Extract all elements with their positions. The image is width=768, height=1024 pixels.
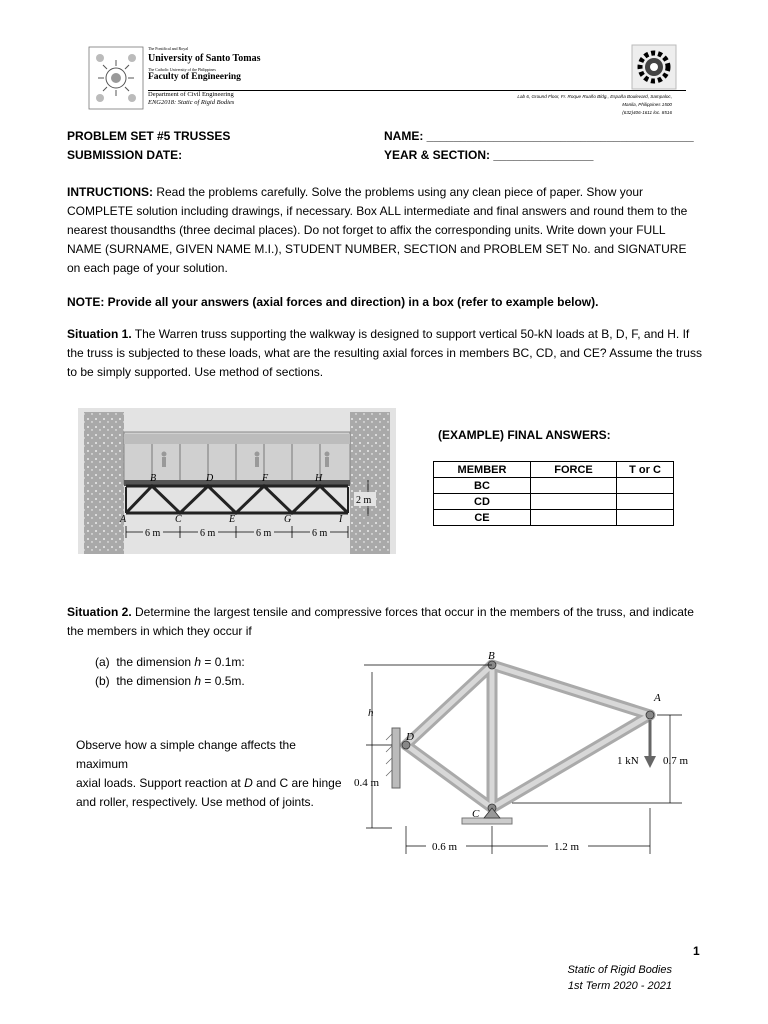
force-cell xyxy=(531,494,617,510)
situation1-label: Situation 1. xyxy=(67,327,132,341)
table-row xyxy=(434,494,674,510)
node-h-label: H xyxy=(315,473,323,484)
address-block xyxy=(372,93,672,117)
span-1-label: 6 m xyxy=(145,528,161,539)
item-a-text: the dimension xyxy=(116,655,195,669)
observe-line-2 xyxy=(76,774,351,793)
item-a xyxy=(95,653,245,672)
t-or-c-cell xyxy=(617,510,674,526)
frame-node-d: D xyxy=(406,731,414,743)
university-name: University of Santo Tomas xyxy=(148,53,261,64)
dim-04m-label: 0.4 m xyxy=(354,777,380,789)
instructions-label: INTRUCTIONS: xyxy=(67,185,153,199)
node-b-label: B xyxy=(150,473,157,484)
node-a-label: A xyxy=(120,514,127,525)
node-g-label: G xyxy=(284,514,292,525)
address-line-2: Manila, Philippines 1500 xyxy=(622,102,672,107)
force-cell xyxy=(531,510,617,526)
dim-h-label: h xyxy=(368,707,374,719)
situation1-text xyxy=(67,325,703,382)
footer-term: 1st Term 2020 - 2021 xyxy=(567,980,672,992)
instructions xyxy=(67,183,703,278)
span-4-label: 6 m xyxy=(312,528,328,539)
page-number: 1 xyxy=(693,944,700,958)
observe-line-2-b: and C are hinge xyxy=(252,776,342,790)
item-a-value: = 0.1m: xyxy=(201,655,245,669)
answers-header-row xyxy=(434,462,674,478)
node-c-label: C xyxy=(175,514,182,525)
instructions-text: Read the problems carefully. Solve the problems using any clean piece of paper. Show your COMPLETE solution including drawings, if necessary. Box ALL intermediate and final answers and round them to the nearest thousandths (three decimal places). Do not forget to affix the corresponding units. Write down your FULL NAME (SURNAME, GIVEN NAME M.I.), STUDENT NUMBER, SECTION and PROBLEM SET No. and SIGNATURE on each page of your solution. xyxy=(67,185,688,275)
item-a-tag: (a) xyxy=(95,655,110,669)
span-3-label: 6 m xyxy=(256,528,272,539)
situation1-body: The Warren truss supporting the walkway is designed to support vertical 50-kN loads at B, D, F, and H. If the truss is subjected to these loads, what are the resulting axial forces in members BC, CD, and CE? Assume the truss to be simply supported. Use method of sections. xyxy=(67,327,702,379)
observe-line-2-d: D xyxy=(244,776,253,790)
item-b-text: the dimension xyxy=(116,674,195,688)
item-b-tag: (b) xyxy=(95,674,110,688)
node-i-label: I xyxy=(339,514,343,525)
header-t-or-c: T or C xyxy=(617,462,674,478)
year-section-label: YEAR & SECTION: _______________ xyxy=(384,148,594,162)
force-cell xyxy=(531,478,617,494)
table-row xyxy=(434,478,674,494)
header-force: FORCE xyxy=(531,462,617,478)
member-cd: CD xyxy=(434,494,531,510)
situation2-label: Situation 2. xyxy=(67,605,132,619)
warren-truss-figure xyxy=(78,408,396,554)
ust-seal-logo xyxy=(88,46,144,110)
answers-table xyxy=(433,461,674,526)
dim-07m-label: 0.7 m xyxy=(663,755,689,767)
note: NOTE: Provide all your answers (axial forces and direction) in a box (refer to example below). xyxy=(67,295,599,309)
name-label: NAME: ________________________________________ xyxy=(384,129,694,143)
footer-block xyxy=(422,962,672,994)
load-1kn-label: 1 kN xyxy=(617,755,639,767)
item-b-value: = 0.5m. xyxy=(201,674,245,688)
left-wall xyxy=(84,412,124,554)
pontifical-text: The Pontifical and Royal xyxy=(148,46,189,51)
submission-date-label: SUBMISSION DATE: xyxy=(67,148,183,162)
observe-paragraph xyxy=(76,736,351,812)
frame-node-c: C xyxy=(472,808,480,820)
header xyxy=(86,44,686,120)
height-2m-label: 2 m xyxy=(356,495,372,506)
footer-course: Static of Rigid Bodies xyxy=(567,964,672,976)
course-name: ENG2018: Static of Rigid Bodies xyxy=(148,99,235,106)
situation2-body: Determine the largest tensile and compressive forces that occur in the members of the truss, and indicate the members in which they occur if xyxy=(67,605,694,638)
faculty-name: Faculty of Engineering xyxy=(148,72,241,82)
joint-a xyxy=(646,711,654,719)
dim-06m-label: 0.6 m xyxy=(432,841,458,853)
member-bc: BC xyxy=(434,478,531,494)
node-f-label: F xyxy=(262,473,269,484)
address-line-3: (632)406-1611 loc. 8516 xyxy=(622,110,672,115)
header-member: MEMBER xyxy=(434,462,531,478)
dim-12m-label: 1.2 m xyxy=(554,841,580,853)
table-row xyxy=(434,510,674,526)
observe-line-1: Observe how a simple change affects the maximum xyxy=(76,738,296,771)
frame-truss-figure xyxy=(352,648,722,858)
t-or-c-cell xyxy=(617,494,674,510)
catholic-text: The Catholic University of the Philippines xyxy=(148,67,216,72)
observe-line-2-a: axial loads. Support reaction at xyxy=(76,776,245,790)
address-line-1: Lab 6, Ground Floor, Fr. Roque Ruaño Bldg., España Boulevard, Sampaloc, xyxy=(517,94,672,99)
situation2-text xyxy=(67,603,703,641)
span-2-label: 6 m xyxy=(200,528,216,539)
member-ce: CE xyxy=(434,510,531,526)
right-wall xyxy=(350,412,390,554)
t-or-c-cell xyxy=(617,478,674,494)
answers-title: (EXAMPLE) FINAL ANSWERS: xyxy=(438,428,611,442)
observe-line-3: and roller, respectively. Use method of joints. xyxy=(76,795,314,809)
item-a-var: h xyxy=(194,655,202,669)
node-d-label: D xyxy=(206,473,214,484)
frame-node-b: B xyxy=(488,650,495,662)
department-name: Department of Civil Engineering xyxy=(148,91,234,98)
item-b xyxy=(95,672,245,691)
engineering-gear-logo xyxy=(631,44,677,90)
header-rule xyxy=(148,90,686,91)
problem-set-title: PROBLEM SET #5 TRUSSES xyxy=(67,129,231,143)
load-arrow-icon xyxy=(644,756,656,768)
item-b-var: h xyxy=(194,674,202,688)
node-e-label: E xyxy=(229,514,236,525)
frame-node-a: A xyxy=(654,692,661,704)
